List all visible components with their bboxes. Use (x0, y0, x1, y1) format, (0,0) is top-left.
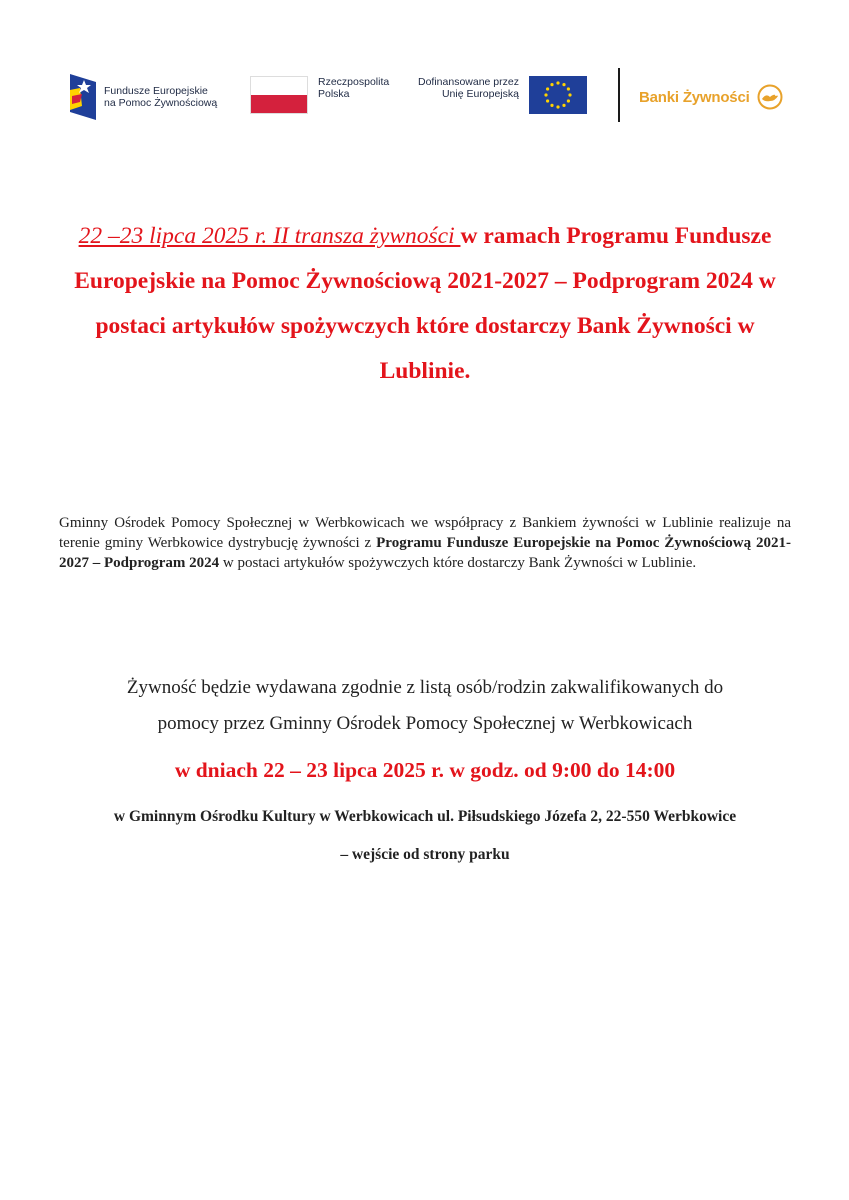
intro-part1: Gminny Ośrodek Pomocy Społecznej w Werbkowicach we współpracy z Bankiem żywności w Lublinie realizuje na terenie gminy Werbkowice dystrybucję żywności z (59, 515, 791, 551)
fe-line2: na Pomoc Żywnościową (104, 97, 218, 109)
intro-part2: w postaci artykułów spożywczych które dostarczy Bank Żywności w Lublinie. (219, 555, 697, 571)
bz-text: Banki Żywności (639, 88, 750, 106)
notice-line2: pomocy przez Gminny Ośrodek Pomocy Społecznej w Werbkowicach (157, 713, 693, 734)
notice-line1: Żywność będzie wydawana zgodnie z listą osób/rodzin zakwalifikowanych do (126, 677, 724, 698)
fundusze-europejskie-logo (68, 72, 217, 122)
intro-paragraph (59, 513, 791, 573)
logo-bar (68, 68, 788, 126)
distribution-location (30, 798, 820, 874)
rp-line2: Polska (318, 88, 350, 100)
eu-line2: Unię Europejską (441, 88, 519, 100)
poland-flag-icon (250, 76, 308, 114)
eu-logo (418, 76, 587, 114)
headline-rest: w ramach Programu Fundusze Europejskie na Pomoc Żywnościową 2021-2027 – Podprogram 2024 w postaci artykułów spożywczych które dostarczy Bank Żywności w Lublinie. (74, 223, 776, 384)
eu-flag-icon (529, 76, 587, 114)
bird-icon (756, 84, 784, 110)
fe-star-icon (68, 72, 98, 122)
distribution-notice (40, 670, 810, 742)
location-line1: w Gminnym Ośrodku Kultury w Werbkowicach ul. Piłsudskiego Józefa 2, 22-550 Werbkowice (113, 808, 737, 825)
intro-program-name: Programu Fundusze Europejskie na Pomoc Żywnościową 2021-2027 – Podprogram 2024 (59, 535, 791, 571)
rzeczpospolita-logo (250, 76, 389, 114)
eu-line1: Dofinansowane przez (418, 76, 519, 88)
banki-zywnosci-logo (639, 84, 784, 110)
distribution-dates: w dniach 22 – 23 lipca 2025 r. w godz. od 9:00 do 14:00 (174, 758, 676, 782)
headline (60, 214, 790, 394)
fe-line1: Fundusze Europejskie (104, 85, 208, 97)
location-line2: – wejście od strony parku (340, 846, 510, 863)
logo-separator (618, 68, 620, 122)
rp-line1: Rzeczpospolita (318, 76, 390, 88)
headline-date: 22 –23 lipca 2025 r. II transza żywności (78, 223, 461, 249)
